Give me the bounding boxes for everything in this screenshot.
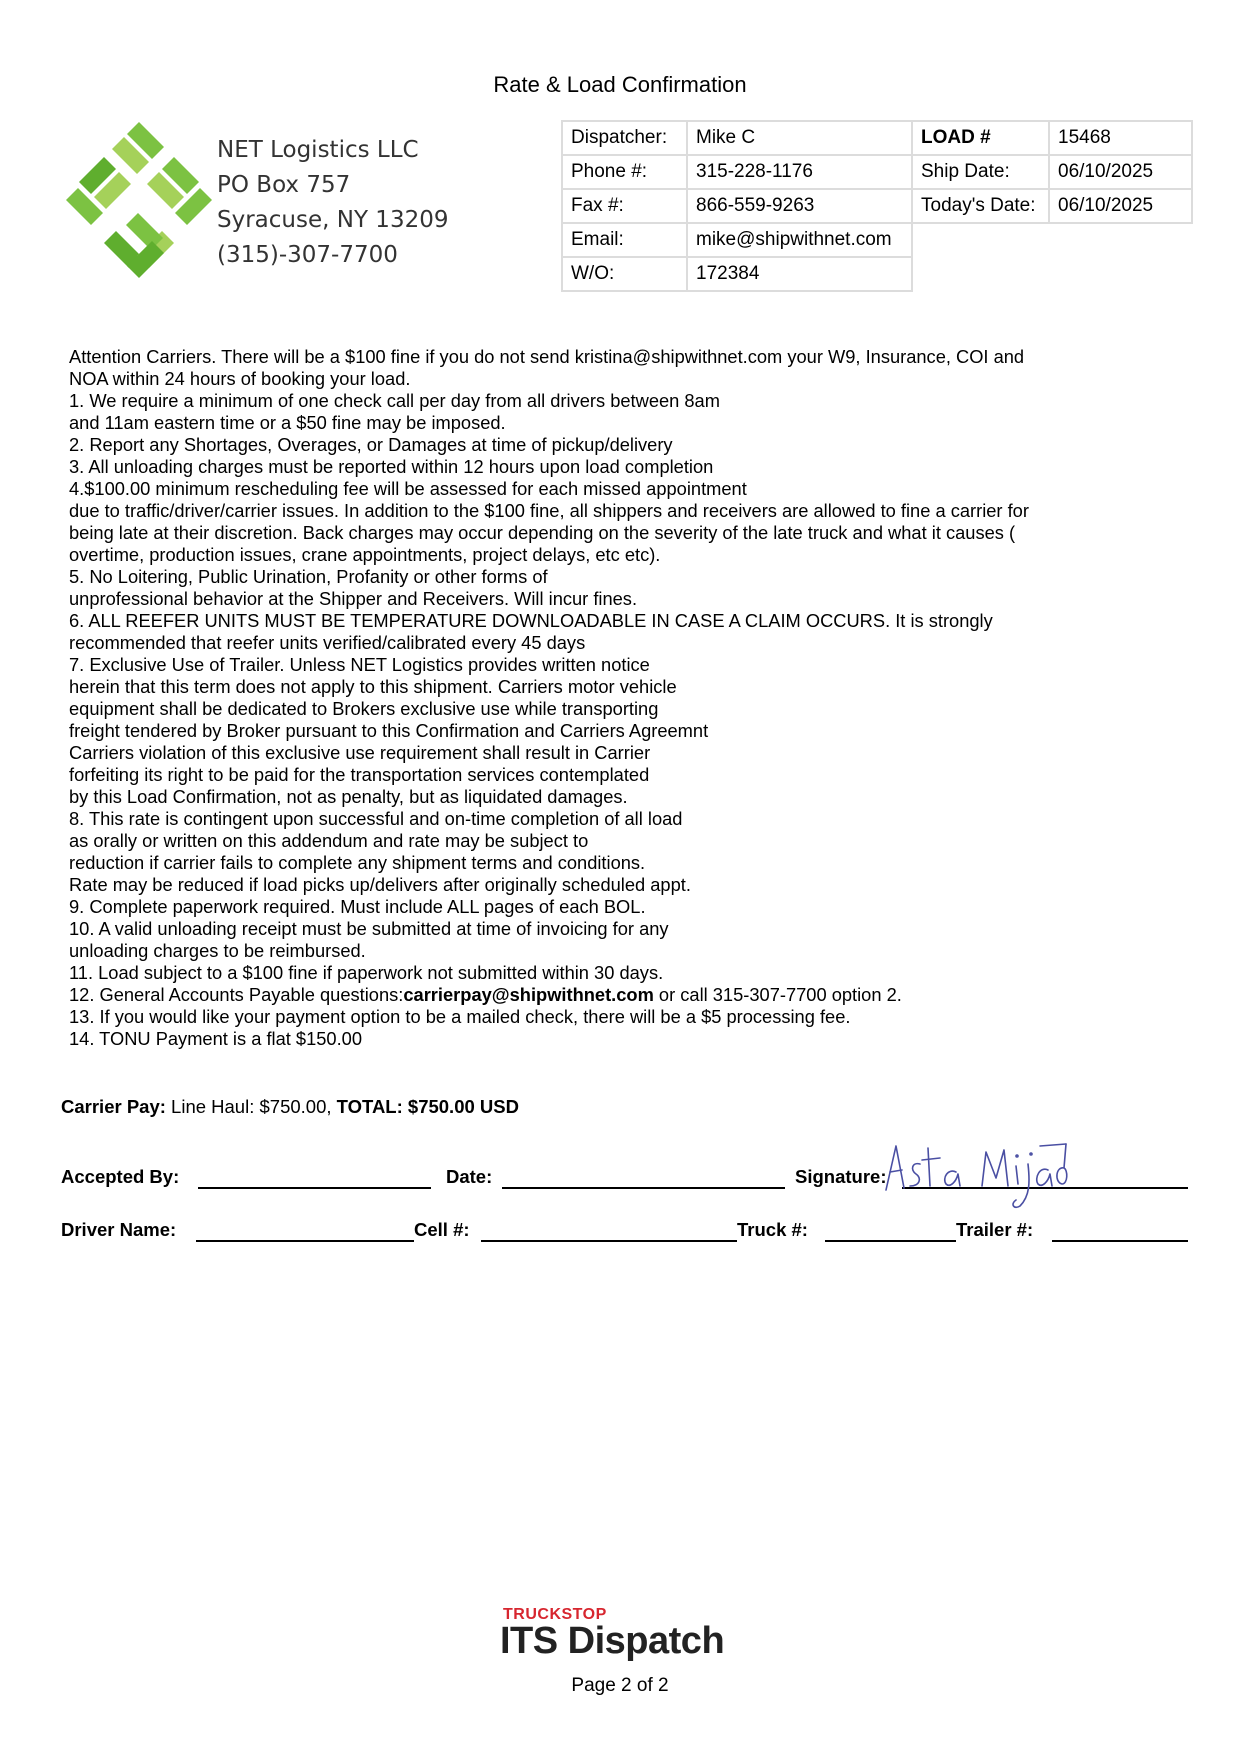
terms-line: due to traffic/driver/carrier issues. In addition to the $100 fine, all shippers and receivers are allowed to fine a carrier for	[69, 500, 1029, 521]
terms-text: or call 315-307-7700 option 2.	[653, 984, 902, 1005]
handwritten-signature-icon	[870, 1138, 1070, 1218]
document-title: Rate & Load Confirmation	[493, 72, 747, 97]
ship-date-value: 06/10/2025	[1049, 155, 1192, 189]
terms-line: 11. Load subject to a $100 fine if paperwork not submitted within 30 days.	[69, 962, 664, 983]
cell-label: Cell #:	[414, 1219, 470, 1240]
carrier-pay	[61, 1096, 519, 1118]
trailer-label: Trailer #:	[956, 1219, 1034, 1240]
truck-label: Truck #:	[737, 1219, 808, 1240]
terms-line: overtime, production issues, crane appointments, project delays, etc etc).	[69, 544, 661, 565]
trailer-field[interactable]	[1052, 1240, 1188, 1242]
terms-line: herein that this term does not apply to this shipment. Carriers motor vehicle	[69, 676, 677, 697]
truck-field[interactable]	[825, 1240, 956, 1242]
load-label: LOAD #	[912, 121, 1049, 155]
accepted-by-field[interactable]	[198, 1187, 431, 1189]
fax-value: 866-559-9263	[687, 189, 912, 223]
terms-line: being late at their discretion. Back charges may occur depending on the severity of the late truck and what it causes (	[69, 522, 1016, 543]
driver-name-label: Driver Name:	[61, 1219, 177, 1240]
ship-date-label: Ship Date:	[912, 155, 1049, 189]
terms-line: 5. No Loitering, Public Urination, Profanity or other forms of	[69, 566, 548, 587]
terms-line: 4.$100.00 minimum rescheduling fee will be assessed for each missed appointment	[69, 478, 747, 499]
company-name: NET Logistics LLC	[217, 137, 419, 163]
table-row	[562, 223, 1192, 257]
terms-line: 3. All unloading charges must be reported within 12 hours upon load completion	[69, 456, 714, 477]
terms-line: recommended that reefer units verified/calibrated every 45 days	[69, 632, 586, 653]
email-value: mike@shipwithnet.com	[687, 223, 912, 257]
company-address-line2: Syracuse, NY 13209	[217, 207, 449, 233]
wo-label: W/O:	[562, 257, 687, 291]
fax-label: Fax #:	[562, 189, 687, 223]
terms-line: 6. ALL REEFER UNITS MUST BE TEMPERATURE DOWNLOADABLE IN CASE A CLAIM OCCURS. It is strongly	[69, 610, 993, 631]
terms-line: 10. A valid unloading receipt must be submitted at time of invoicing for any	[69, 918, 669, 939]
date-field[interactable]	[502, 1187, 785, 1189]
terms-line: NOA within 24 hours of booking your load.	[69, 368, 411, 389]
terms-text: 12. General Accounts Payable questions:	[69, 984, 404, 1005]
truckstop-logo: TRUCKSTOP	[503, 1606, 607, 1623]
terms-section	[69, 346, 1179, 1050]
date-label: Date:	[446, 1166, 493, 1187]
carrierpay-email: carrierpay@shipwithnet.com	[403, 984, 654, 1005]
email-label: Email:	[562, 223, 687, 257]
wo-value: 172384	[687, 257, 912, 291]
terms-line: 13. If you would like your payment option to be a mailed check, there will be a $5 processing fee.	[69, 1006, 851, 1027]
driver-name-field[interactable]	[196, 1240, 414, 1242]
terms-line: as orally or written on this addendum and rate may be subject to	[69, 830, 589, 851]
company-phone: (315)-307-7700	[217, 242, 398, 268]
terms-line: 2. Report any Shortages, Overages, or Damages at time of pickup/delivery	[69, 434, 673, 455]
accepted-by-label: Accepted By:	[61, 1166, 180, 1187]
terms-line: unloading charges to be reimbursed.	[69, 940, 366, 961]
terms-line: and 11am eastern time or a $50 fine may be imposed.	[69, 412, 506, 433]
terms-line: 1. We require a minimum of one check call per day from all drivers between 8am	[69, 390, 720, 411]
terms-line: 14. TONU Payment is a flat $150.00	[69, 1028, 362, 1049]
signature-label: Signature:	[795, 1166, 887, 1187]
terms-line: reduction if carrier fails to complete any shipment terms and conditions.	[69, 852, 646, 873]
terms-line: 7. Exclusive Use of Trailer. Unless NET Logistics provides written notice	[69, 654, 650, 675]
terms-line: unprofessional behavior at the Shipper and Receivers. Will incur fines.	[69, 588, 638, 609]
terms-line: freight tendered by Broker pursuant to this Confirmation and Carriers Agreemnt	[69, 720, 709, 741]
terms-line: Attention Carriers. There will be a $100 fine if you do not send kristina@shipwithnet.com your W9, Insurance, COI and	[69, 346, 1025, 367]
todays-date-value: 06/10/2025	[1049, 189, 1192, 223]
terms-line: Rate may be reduced if load picks up/delivers after originally scheduled appt.	[69, 874, 691, 895]
page-number: Page 2 of 2	[571, 1675, 669, 1696]
its-dispatch-logo: ITS Dispatch	[500, 1620, 725, 1662]
terms-line: by this Load Confirmation, not as penalty, but as liquidated damages.	[69, 786, 628, 807]
table-row	[562, 155, 1192, 189]
terms-line: forfeiting its right to be paid for the transportation services contemplated	[69, 764, 650, 785]
load-info-table	[561, 120, 1193, 292]
cell-field[interactable]	[481, 1240, 737, 1242]
terms-line: Carriers violation of this exclusive use requirement shall result in Carrier	[69, 742, 651, 763]
line-haul: Line Haul: $750.00,	[165, 1096, 337, 1117]
company-address-line1: PO Box 757	[217, 172, 351, 198]
table-row	[562, 189, 1192, 223]
phone-label: Phone #:	[562, 155, 687, 189]
table-row	[562, 257, 1192, 291]
terms-line	[69, 984, 1179, 1006]
load-value: 15468	[1049, 121, 1192, 155]
company-logo-icon	[64, 120, 214, 280]
terms-line: 8. This rate is contingent upon successful and on-time completion of all load	[69, 808, 683, 829]
terms-line: 9. Complete paperwork required. Must include ALL pages of each BOL.	[69, 896, 646, 917]
terms-line: equipment shall be dedicated to Brokers exclusive use while transporting	[69, 698, 659, 719]
todays-date-label: Today's Date:	[912, 189, 1049, 223]
dispatcher-label: Dispatcher:	[562, 121, 687, 155]
company-address	[217, 133, 448, 273]
dispatcher-value: Mike C	[687, 121, 912, 155]
carrier-pay-label: Carrier Pay:	[61, 1096, 166, 1117]
phone-value: 315-228-1176	[687, 155, 912, 189]
table-row	[562, 121, 1192, 155]
total-amount: TOTAL: $750.00 USD	[336, 1096, 519, 1117]
